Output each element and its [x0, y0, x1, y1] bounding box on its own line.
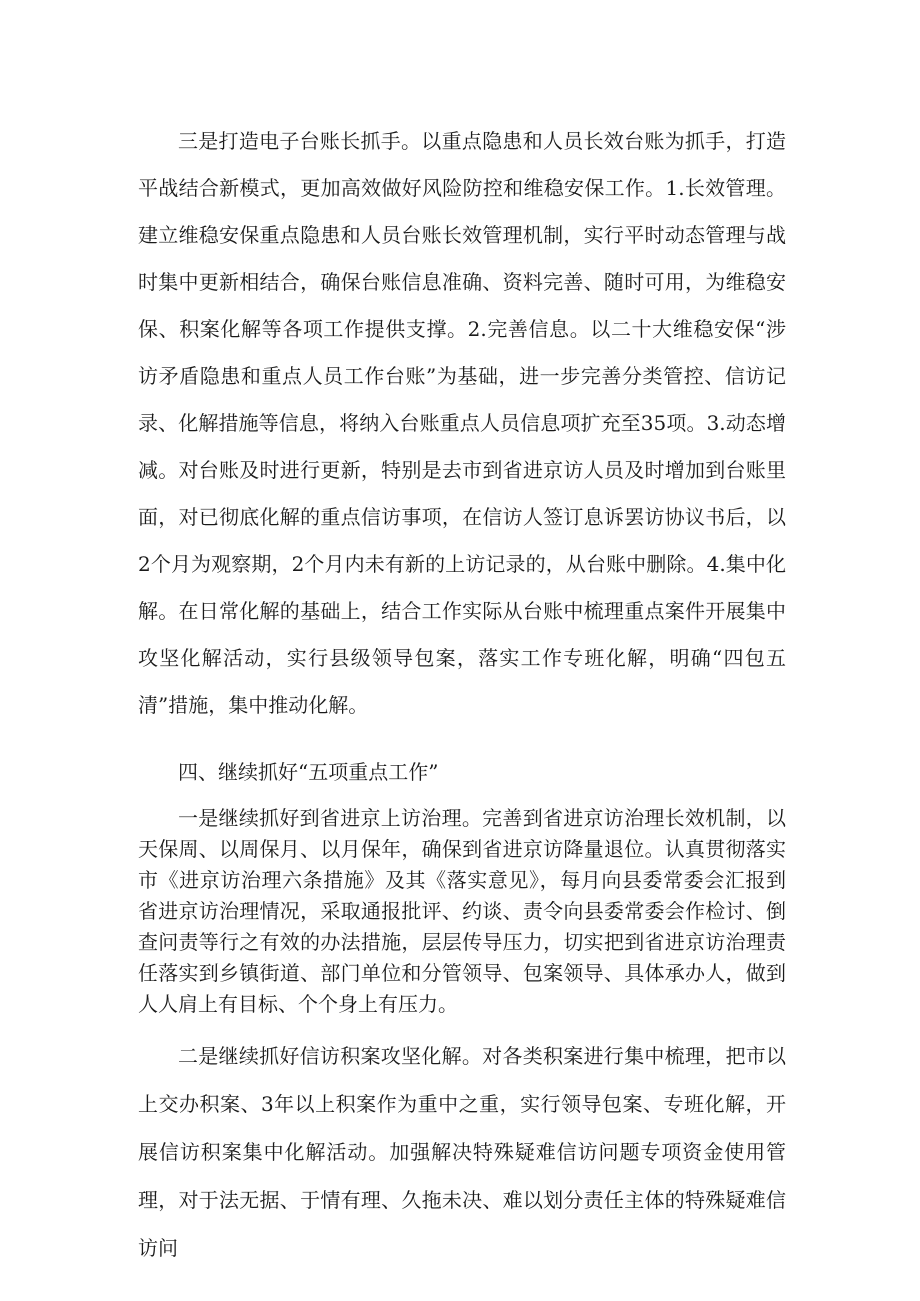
paragraph-electronic-ledger: 三是打造电子台账长抓手。以重点隐患和人员长效台账为抓手，打造平战结合新模式，更加高效做好风险防控和维稳安保工作。1.长效管理。建立维稳安保重点隐患和人员台账长效管理机制，实行平时动态管理与战时集中更新相结合，确保台账信息准确、资料完善、随时可用，为维稳安保、积案化解等各项工作提供支撑。2.完善信息。以二十大维稳安保“涉访矛盾隐患和重点人员工作台账”为基础，进一步完善分类管控、信访记录、化解措施等信息，将纳入台账重点人员信息项扩充至35项。3.动态增减。对台账及时进行更新，特别是去市到省进京访人员及时增加到台账里面，对已彻底化解的重点信访事项，在信访人签订息诉罢访协议书后，以2个月为观察期，2个月内未有新的上访记录的，从台账中删除。4.集中化解。在日常化解的基础上，结合工作实际从台账中梳理重点案件开展集中攻坚化解活动，实行县级领导包案，落实工作专班化解，明确“四包五清”措施，集中推动化解。 [138, 129, 786, 717]
paragraph-petition-governance: 一是继续抓好到省进京上访治理。完善到省进京访治理长效机制，以天保周、以周保月、以月保年，确保到省进京访降量退位。认真贯彻落实市《进京访治理六条措施》及其《落实意见》，每月向县委常委会汇报到省进京访治理情况，采取通报批评、约谈、责令向县委常委会作检讨、倒查问责等行之有效的办法措施，层层传导压力，切实把到省进京访治理责任落实到乡镇街道、部门单位和分管领导、包案领导、具体承办人，做到人人肩上有目标、个个身上有压力。 [138, 806, 786, 1016]
paragraph-backlog-resolution: 二是继续抓好信访积案攻坚化解。对各类积案进行集中梳理，把市以上交办积案、3年以上积案作为重中之重，实行领导包案、专班化解，开展信访积案集中化解活动。加强解决特殊疑难信访问题专项资金使用管理，对于法无据、于情有理、久拖未决、难以划分责任主体的特殊疑难信访问 [138, 1044, 786, 1260]
section-heading-five-key-tasks: 四、继续抓好“五项重点工作” [178, 760, 439, 784]
